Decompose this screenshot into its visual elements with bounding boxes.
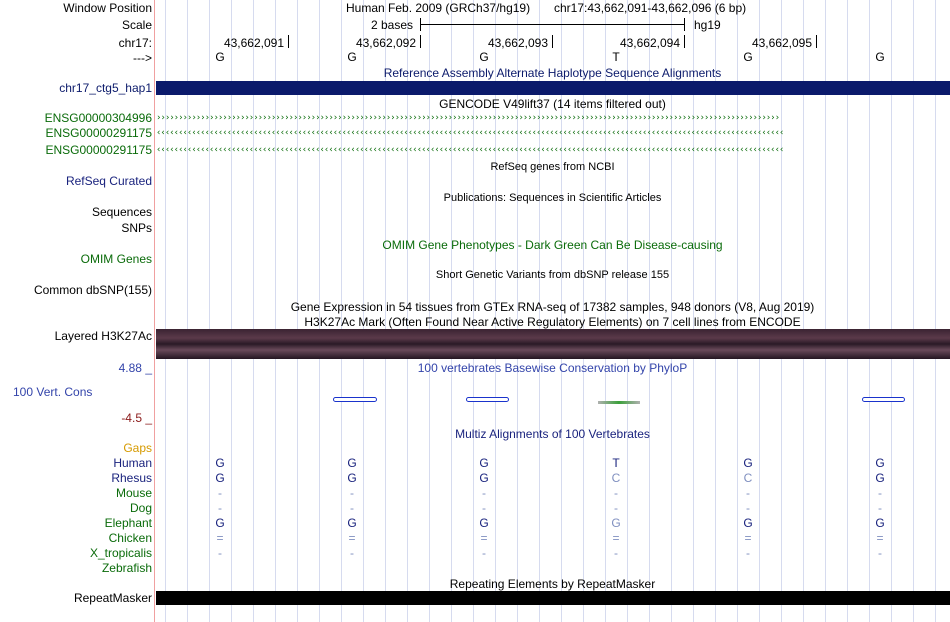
sequences-label[interactable]: Sequences: [91, 205, 152, 219]
coordinate-label: 43,662,094: [619, 36, 680, 50]
gencode-item-3[interactable]: ENSG00000291175: [45, 143, 152, 157]
dbsnp-track-title[interactable]: Short Genetic Variants from dbSNP release 155: [435, 269, 670, 281]
omim-track-title[interactable]: OMIM Gene Phenotypes - Dark Green Can Be Disease-causing: [382, 238, 723, 252]
h3k27ac-track-label[interactable]: Layered H3K27Ac: [54, 329, 152, 343]
gaps-label[interactable]: Gaps: [123, 441, 152, 455]
alignment-base: -: [482, 501, 486, 515]
refseq-track-label[interactable]: RefSeq Curated: [65, 174, 152, 188]
species-label[interactable]: X_tropicalis: [89, 546, 152, 560]
dbsnp-track-label[interactable]: Common dbSNP(155): [33, 283, 152, 297]
coordinate-tick: [816, 35, 817, 48]
phylop-bar-2[interactable]: [466, 397, 509, 402]
h3k27ac-signal[interactable]: [156, 329, 950, 359]
refseq-track-title[interactable]: RefSeq genes from NCBI: [490, 161, 615, 173]
phylop-bar-neg[interactable]: [598, 401, 640, 404]
coordinate-label: 43,662,092: [355, 36, 416, 50]
gencode-item-2[interactable]: ENSG00000291175: [45, 126, 152, 140]
hap-track-label[interactable]: chr17_ctg5_hap1: [59, 81, 152, 95]
coordinate-label: 43,662,093: [487, 36, 548, 50]
h3k27ac-track-title[interactable]: H3K27Ac Mark (Often Found Near Active Regulatory Elements) on 7 cell lines from ENCODE: [304, 315, 801, 329]
alignment-base: =: [744, 531, 752, 545]
species-label[interactable]: Chicken: [108, 531, 152, 545]
cons-max-label: 4.88 _: [118, 361, 152, 375]
scale-label: Scale: [121, 18, 152, 32]
alignment-base: C: [743, 471, 753, 485]
scale-bar-right-cap: [684, 18, 685, 31]
gencode-feature-1[interactable]: ›››››››››››››››››››››››››››››››››››››››››››››››››››››››››››››››››››››››››››››››››››››››››››››››››››››››››››››››››››››››››››››››››››››››››››››: [156, 113, 780, 123]
reference-base[interactable]: T: [612, 50, 620, 64]
window-position-label: Window Position: [63, 1, 152, 15]
alignment-base: -: [746, 501, 750, 515]
reference-base[interactable]: G: [215, 50, 225, 64]
omim-track-label[interactable]: OMIM Genes: [80, 252, 152, 266]
strand-label: --->: [133, 51, 152, 65]
gencode-feature-2[interactable]: ‹‹‹‹‹‹‹‹‹‹‹‹‹‹‹‹‹‹‹‹‹‹‹‹‹‹‹‹‹‹‹‹‹‹‹‹‹‹‹‹‹‹‹‹‹‹‹‹‹‹‹‹‹‹‹‹‹‹‹‹‹‹‹‹‹‹‹‹‹‹‹‹‹‹‹‹‹‹‹‹‹‹‹‹‹‹‹‹‹‹‹‹‹‹‹‹‹‹‹‹‹‹‹‹‹‹‹‹‹‹‹‹‹‹‹‹‹‹‹‹‹‹‹‹‹‹‹‹‹‹‹‹‹‹‹‹‹‹‹‹‹‹: [156, 128, 784, 138]
species-label[interactable]: Elephant: [104, 516, 152, 530]
alignment-base: -: [878, 546, 882, 560]
alignment-base: =: [216, 531, 224, 545]
db-label: hg19: [694, 18, 721, 32]
phylop-bar-6[interactable]: [862, 397, 905, 402]
alignment-base: -: [878, 486, 882, 500]
alignment-base: -: [614, 546, 618, 560]
coordinate-label: 43,662,095: [751, 36, 812, 50]
pubs-track-title[interactable]: Publications: Sequences in Scientific Articles: [443, 192, 662, 204]
alignment-base: -: [878, 501, 882, 515]
alignment-base: G: [215, 471, 225, 485]
gencode-track-title[interactable]: GENCODE V49lift37 (14 items filtered out): [439, 97, 666, 111]
cons-track-label[interactable]: 100 Vert. Cons: [13, 385, 93, 399]
alignment-base: -: [350, 546, 354, 560]
alignment-base: -: [218, 546, 222, 560]
coordinate-label: 43,662,091: [223, 36, 284, 50]
species-label[interactable]: Human: [113, 456, 152, 470]
species-label[interactable]: Dog: [129, 501, 152, 515]
scale-bar-left-cap: [420, 18, 421, 31]
alignment-base: G: [743, 516, 753, 530]
alignment-base: =: [876, 531, 884, 545]
alignment-base: -: [350, 486, 354, 500]
alignment-base: T: [612, 456, 620, 470]
assembly-title: Human Feb. 2009 (GRCh37/hg19): [346, 1, 531, 15]
alignment-base: G: [479, 471, 489, 485]
cons-track-title[interactable]: 100 vertebrates Basewise Conservation by PhyloP: [417, 361, 688, 375]
hap-alignment-bar[interactable]: [156, 81, 950, 95]
rmsk-element-bar[interactable]: [156, 591, 950, 605]
alignment-base: =: [480, 531, 488, 545]
coordinate-tick: [684, 35, 685, 48]
hap-track-title[interactable]: Reference Assembly Alternate Haplotype Sequence Alignments: [383, 66, 722, 80]
alignment-base: -: [746, 546, 750, 560]
alignment-base: =: [348, 531, 356, 545]
reference-base[interactable]: G: [875, 50, 885, 64]
cons-min-label: -4.5 _: [121, 411, 152, 425]
scale-bar: [420, 24, 685, 25]
reference-base[interactable]: G: [479, 50, 489, 64]
coordinate-tick: [552, 35, 553, 48]
chrom-label: chr17:: [118, 36, 152, 50]
alignment-base: -: [350, 501, 354, 515]
alignment-base: -: [482, 546, 486, 560]
species-label[interactable]: Rhesus: [111, 471, 152, 485]
alignment-base: G: [479, 456, 489, 470]
rmsk-track-title[interactable]: Repeating Elements by RepeatMasker: [449, 577, 656, 591]
alignment-base: G: [743, 456, 753, 470]
alignment-base: C: [611, 471, 621, 485]
alignment-base: G: [347, 456, 357, 470]
rmsk-track-label[interactable]: RepeatMasker: [73, 591, 152, 605]
gencode-feature-3[interactable]: ‹‹‹‹‹‹‹‹‹‹‹‹‹‹‹‹‹‹‹‹‹‹‹‹‹‹‹‹‹‹‹‹‹‹‹‹‹‹‹‹‹‹‹‹‹‹‹‹‹‹‹‹‹‹‹‹‹‹‹‹‹‹‹‹‹‹‹‹‹‹‹‹‹‹‹‹‹‹‹‹‹‹‹‹‹‹‹‹‹‹‹‹‹‹‹‹‹‹‹‹‹‹‹‹‹‹‹‹‹‹‹‹‹‹‹‹‹‹‹‹‹‹‹‹‹‹‹‹‹‹‹‹‹‹‹‹‹‹‹‹‹‹: [156, 145, 784, 155]
coordinate-tick: [420, 35, 421, 48]
alignment-base: -: [218, 501, 222, 515]
alignment-base: -: [614, 501, 618, 515]
snps-label[interactable]: SNPs: [121, 221, 152, 235]
alignment-base: -: [614, 486, 618, 500]
reference-base[interactable]: G: [347, 50, 357, 64]
alignment-base: G: [479, 516, 489, 530]
alignment-base: =: [612, 531, 620, 545]
alignment-base: -: [746, 486, 750, 500]
alignment-base: G: [215, 516, 225, 530]
gtex-track-title[interactable]: Gene Expression in 54 tissues from GTEx RNA-seq of 17382 samples, 948 donors (V8, Aug 2019): [290, 300, 815, 314]
alignment-base: G: [875, 516, 885, 530]
alignment-base: G: [611, 516, 621, 530]
species-label[interactable]: Mouse: [115, 486, 152, 500]
alignment-base: G: [215, 456, 225, 470]
phylop-bar-1[interactable]: [333, 397, 377, 402]
alignment-base: G: [347, 471, 357, 485]
gencode-item-1[interactable]: ENSG00000304996: [44, 111, 152, 125]
alignment-base: G: [347, 516, 357, 530]
coordinate-tick: [288, 35, 289, 48]
alignment-base: G: [875, 456, 885, 470]
reference-base[interactable]: G: [743, 50, 753, 64]
alignment-base: -: [218, 486, 222, 500]
species-label[interactable]: Zebrafish: [101, 561, 152, 575]
alignment-base: -: [482, 486, 486, 500]
position-text: chr17:43,662,091-43,662,096 (6 bp): [554, 1, 747, 15]
alignment-base: G: [875, 471, 885, 485]
multiz-track-title[interactable]: Multiz Alignments of 100 Vertebrates: [455, 427, 650, 441]
scale-text: 2 bases: [371, 18, 414, 32]
